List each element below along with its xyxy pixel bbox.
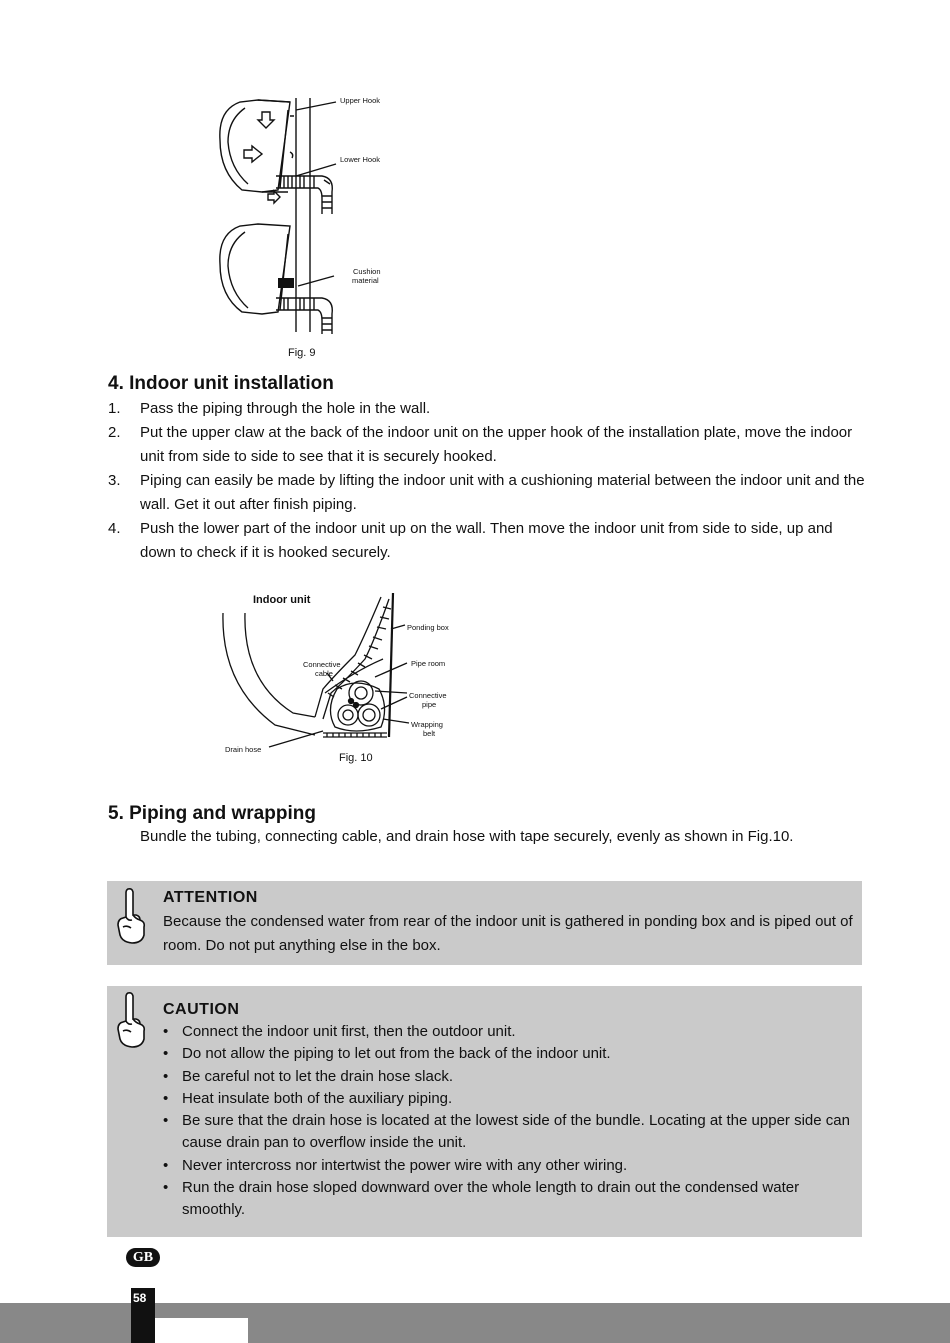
list-item [163, 1177, 856, 1222]
language-badge-text: GB [132, 1250, 154, 1265]
bullet-symbol: • [163, 1067, 169, 1085]
attention-title: ATTENTION [163, 889, 258, 906]
step-item [108, 469, 868, 517]
step-text: Put the upper claw at the back of the indoor unit on the upper hook of the installation plate, move the indoor unit from side to side to see that it is securely hooked. [140, 424, 853, 465]
caution-title: CAUTION [163, 1001, 240, 1018]
step-text: Piping can easily be made by lifting the indoor unit with a cushioning material between the indoor unit and the wall. Get it out after finish piping. [140, 472, 865, 513]
figure-10-caption: Fig. 10 [339, 752, 373, 764]
list-item-text: Heat insulate both of the auxiliary piping. [182, 1089, 453, 1107]
page-number: 58 [133, 1291, 147, 1305]
step-number: 2. [108, 424, 121, 441]
installation-steps [108, 397, 868, 565]
connective-pipe-label-line2: pipe [422, 700, 437, 709]
list-item-text: Be careful not to let the drain hose slack. [182, 1067, 453, 1085]
bullet-symbol: • [163, 1179, 169, 1197]
list-item [163, 1043, 856, 1065]
bullet-symbol: • [163, 1045, 169, 1063]
bullet-symbol: • [163, 1156, 169, 1174]
indoor-unit-label: Indoor unit [253, 594, 311, 606]
connective-cable-label-line1: Connective [303, 660, 341, 669]
list-item-text: Connect the indoor unit first, then the outdoor unit. [182, 1023, 516, 1040]
cushion-label-line1: Cushion [353, 267, 381, 276]
step-number: 1. [108, 400, 121, 417]
step-number: 4. [108, 520, 121, 537]
list-item [163, 1110, 856, 1155]
list-item [163, 1155, 856, 1177]
lower-hook-label: Lower Hook [340, 155, 381, 164]
attention-text: Because the condensed water from rear of the indoor unit is gathered in ponding box and is piped out of room. Do not put anything else in the box. [163, 913, 853, 954]
figure-9 [200, 80, 430, 370]
wrapping-belt-label-line2: belt [423, 729, 436, 738]
pipe-room-label: Pipe room [411, 659, 446, 668]
language-badge [126, 1248, 160, 1267]
drain-hose-label: Drain hose [225, 745, 262, 754]
pointing-hand-icon [114, 887, 148, 945]
section-5-title: 5. Piping and wrapping [108, 803, 316, 824]
step-number: 3. [108, 472, 121, 489]
caution-list [163, 1021, 856, 1222]
connective-cable-label-line2: cable [315, 669, 333, 678]
list-item [163, 1021, 856, 1043]
wrapping-belt-label-line1: Wrapping [411, 720, 443, 729]
step-item [108, 397, 868, 421]
step-item [108, 421, 868, 469]
pointing-hand-icon [114, 991, 148, 1049]
attention-box [107, 881, 862, 965]
section-4-title: 4. Indoor unit installation [108, 373, 334, 394]
list-item-text: Be sure that the drain hose is located at the lowest side of the bundle. Locating at the upper side can cause drain pan to overflow inside the unit. [182, 1112, 850, 1152]
step-item [108, 517, 868, 565]
footer-white-block [155, 1318, 248, 1343]
bullet-symbol: • [163, 1089, 169, 1107]
figure-10 [215, 585, 475, 775]
list-item-text: Run the drain hose sloped downward over the whole length to drain out the condensed water smoothly. [182, 1179, 800, 1219]
list-item-text: Never intercross nor intertwist the power wire with any other wiring. [182, 1156, 628, 1174]
figure-9-drawing [200, 80, 430, 350]
step-text: Push the lower part of the indoor unit up on the wall. Then move the indoor unit from side to side, up and down to check if it is hooked securely. [140, 520, 833, 561]
list-item [163, 1066, 856, 1088]
list-item-text: Do not allow the piping to let out from the back of the indoor unit. [182, 1045, 611, 1063]
ponding-box-label: Ponding box [407, 623, 449, 632]
caution-box [107, 986, 862, 1237]
list-item [163, 1088, 856, 1110]
step-text: Pass the piping through the hole in the wall. [140, 400, 431, 417]
bullet-symbol: • [163, 1023, 169, 1040]
figure-9-caption: Fig. 9 [288, 347, 316, 359]
upper-hook-label: Upper Hook [340, 96, 381, 105]
connective-pipe-label-line1: Connective [409, 691, 447, 700]
section-5-body: Bundle the tubing, connecting cable, and drain hose with tape securely, evenly as shown in Fig.10. [140, 828, 794, 845]
cushion-label-line2: material [352, 276, 379, 285]
bullet-symbol: • [163, 1112, 169, 1130]
